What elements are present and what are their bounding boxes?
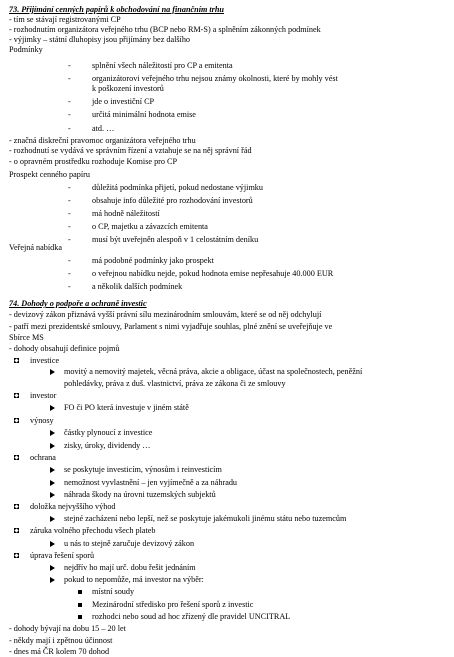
text-line: určitá minimální hodnota emise — [92, 110, 196, 119]
section-heading: 73. Přijímání cenných papírů k obchodování na finančním trhu — [9, 5, 224, 14]
text-line: - dnes má ČR kolem 70 dohod — [9, 647, 110, 656]
arrow-bullet-icon — [50, 467, 55, 473]
text-line: - tím se stávají registrovanými CP — [9, 15, 121, 24]
text-line: - výjimky – státní dluhopisy jsou přijímány bez dalšího — [9, 35, 191, 44]
arrow-bullet-icon — [50, 369, 55, 375]
text-line: - — [68, 61, 71, 70]
text-line: - o opravném prostředku rozhoduje Komise pro CP — [9, 157, 178, 166]
text-line: rozhodci nebo soud ad hoc zřízený dle pravidel UNCITRAL — [92, 612, 291, 621]
text-line: ochrana — [30, 453, 56, 462]
text-line: organizátorovi veřejného trhu nejsou známy okolnosti, které by mohly vést — [92, 74, 338, 83]
arrow-bullet-icon — [50, 541, 55, 547]
square-bullet-icon — [78, 603, 82, 607]
text-line: - rozhodnutím organizátora veřejného trhu (BCP nebo RM-S) a splněním zákonných podmínek — [9, 25, 321, 34]
text-line: Podmínky — [9, 45, 43, 54]
text-line: - dohody bývají na dobu 15 – 20 let — [9, 624, 126, 633]
text-line: musí být uveřejněn alespoň v 1 celostátním deníku — [92, 235, 259, 244]
text-line: úprava řešení sporů — [30, 551, 95, 560]
text-line: záruka volného přechodu všech plateb — [30, 526, 156, 535]
text-line: Veřejná nabídka — [9, 243, 62, 252]
text-line: má podobné podmínky jako prospekt — [92, 256, 214, 265]
text-line: - někdy mají i zpětnou účinnost — [9, 636, 113, 645]
text-line: Sbírce MS — [9, 333, 44, 342]
text-line: - — [68, 256, 71, 265]
text-line: splnění všech náležitostí pro CP a emitenta — [92, 61, 233, 70]
text-line: k poškození investorů — [92, 84, 164, 93]
text-line: u nás to stejně zaručuje devizový zákon — [64, 539, 195, 548]
diamond-bullet-icon — [14, 358, 19, 363]
diamond-bullet-icon — [14, 418, 19, 423]
diamond-bullet-icon — [14, 393, 19, 398]
square-bullet-icon — [78, 615, 82, 619]
text-line: nemožnost vyvlastnění – jen vyjímečně a za náhradu — [64, 478, 238, 487]
text-line: pokud to nepomůže, má investor na výběr: — [64, 575, 204, 584]
arrow-bullet-icon — [50, 516, 55, 522]
arrow-bullet-icon — [50, 480, 55, 486]
text-line: místní soudy — [92, 587, 135, 596]
text-line: zisky, úroky, dividendy … — [64, 441, 151, 450]
text-line: - dohody obsahují definice pojmů — [9, 344, 120, 353]
text-line: atd. … — [92, 124, 115, 133]
text-line: jde o investiční CP — [92, 97, 155, 106]
text-line: FO či PO která investuje v jiném státě — [64, 403, 189, 412]
text-line: o CP, majetku a závazcích emitenta — [92, 222, 208, 231]
section-heading: 74. Dohody o podpoře a ochraně investic — [9, 299, 147, 308]
text-line: - — [68, 183, 71, 192]
text-line: - patří mezi prezidentské smlouvy, Parlament s nimi vyjadřuje souhlas, plné znění se uveřejňuje ve — [9, 322, 333, 331]
text-line: - — [68, 235, 71, 244]
text-line: Mezinárodní středisko pro řešení sporů z investic — [92, 600, 254, 609]
text-line: o veřejnou nabídku nejde, pokud hodnota emise nepřesahuje 40.000 EUR — [92, 269, 334, 278]
text-line: - devizový zákon přiznává vyšší právní sílu mezinárodním smlouvám, které se od něj odchylují — [9, 310, 322, 319]
text-line: náhrada škody na úrovni tuzemských subjektů — [64, 490, 216, 499]
text-line: doložka nejvyššího výhod — [30, 502, 116, 511]
arrow-bullet-icon — [50, 443, 55, 449]
text-line: a několik dalších podmínek — [92, 282, 183, 291]
text-line: - — [68, 124, 71, 133]
text-line: investor — [30, 391, 57, 400]
text-line: - značná diskreční pravomoc organizátora veřejného trhu — [9, 136, 196, 145]
arrow-bullet-icon — [50, 577, 55, 583]
text-line: - — [68, 74, 71, 83]
text-line: Prospekt cenného papíru — [9, 170, 90, 179]
text-line: - — [68, 110, 71, 119]
text-line: částky plynoucí z investice — [64, 428, 153, 437]
text-line: důležitá podmínka přijetí, pokud nedostane výjimku — [92, 183, 263, 192]
text-line: movitý a nemovitý majetek, věcná práva, akcie a obligace, účast na společnostech, peněžní — [64, 367, 363, 376]
diamond-bullet-icon — [14, 528, 19, 533]
diamond-bullet-icon — [14, 455, 19, 460]
text-line: nejdřív ho mají urč. dobu řešit jednáním — [64, 563, 196, 572]
text-line: - — [68, 196, 71, 205]
text-line: stejné zacházení nebo lepší, než se poskytuje jakémukoli jinému státu nebo tuzemcům — [64, 514, 347, 523]
arrow-bullet-icon — [50, 430, 55, 436]
diamond-bullet-icon — [14, 504, 19, 509]
text-line: - — [68, 222, 71, 231]
square-bullet-icon — [78, 590, 82, 594]
text-line: - — [68, 97, 71, 106]
text-line: pohledávky, práva z duš. vlastnictví, práva ze zákona či ze smlouvy — [64, 379, 286, 388]
text-line: - — [68, 269, 71, 278]
text-line: se poskytuje investicím, výnosům i reinvesticím — [64, 465, 222, 474]
text-line: - — [68, 282, 71, 291]
arrow-bullet-icon — [50, 405, 55, 411]
diamond-bullet-icon — [14, 553, 19, 558]
text-line: - — [68, 209, 71, 218]
text-line: obsahuje info důležité pro rozhodování investorů — [92, 196, 253, 205]
text-line: investice — [30, 356, 60, 365]
text-line: má hodně náležitostí — [92, 209, 160, 218]
arrow-bullet-icon — [50, 565, 55, 571]
arrow-bullet-icon — [50, 492, 55, 498]
text-line: - rozhodnutí se vydává ve správním řízení a vztahuje se na něj správní řád — [9, 146, 252, 155]
text-line: výnosy — [30, 416, 54, 425]
